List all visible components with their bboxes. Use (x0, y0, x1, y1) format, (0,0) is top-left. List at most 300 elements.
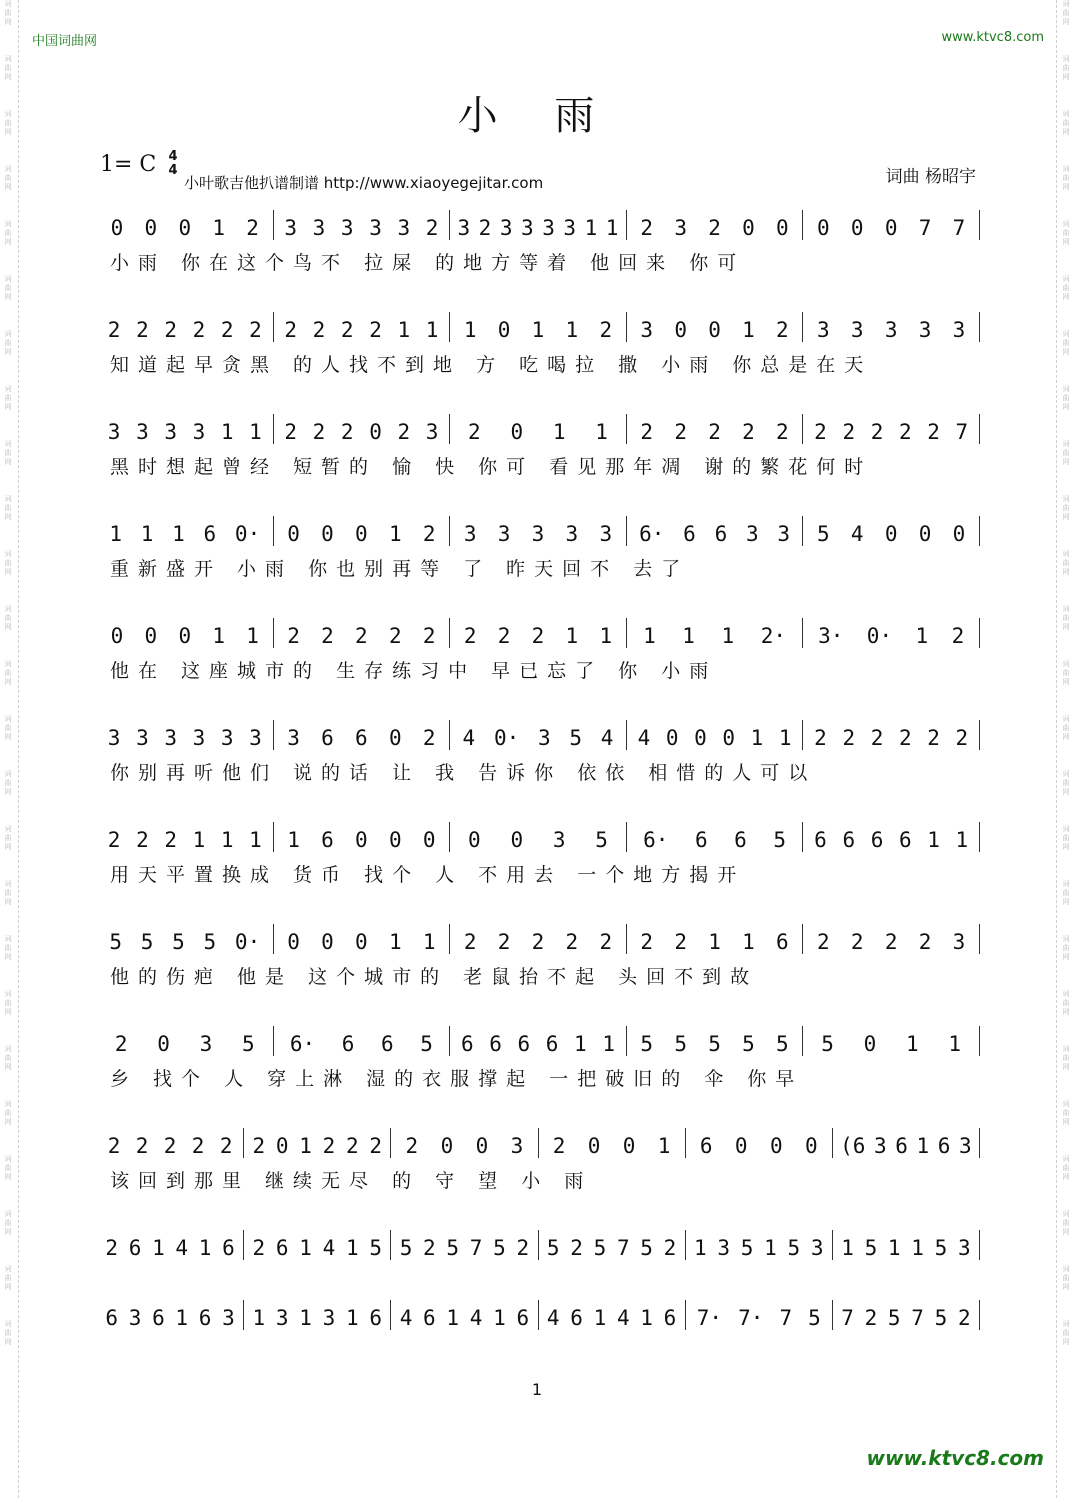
lyrics-line: 乡 找个 人 穿上淋 湿的衣服撑起 一把破旧的 伞 你早 (110, 1068, 804, 1090)
note: 1 (388, 930, 402, 954)
note: 3 (810, 1236, 824, 1260)
note: 4 (850, 522, 864, 546)
note: 3 (192, 726, 206, 750)
note: 3 (457, 216, 471, 240)
measure (686, 1128, 833, 1158)
note: 2 (105, 1236, 118, 1260)
note: 6 (895, 1134, 908, 1158)
note: 0· (866, 624, 893, 648)
measure (833, 1300, 980, 1330)
note: 2 (287, 624, 300, 648)
lyrics-line: 知道起早贪黑 的人找不到地 方 吃喝拉 撒 小雨 你总是在天 (110, 354, 873, 376)
note: 0 (178, 624, 192, 648)
note: 1 (172, 522, 185, 546)
note: 2 (107, 1134, 121, 1158)
note: 3 (128, 1306, 142, 1330)
note: 0 (110, 624, 124, 648)
note: 1 (906, 1032, 919, 1056)
note: 6 (516, 1306, 530, 1330)
note: 0 (321, 522, 334, 546)
note: 2 (463, 624, 477, 648)
note: 1 (605, 216, 619, 240)
note: 5 (934, 1236, 948, 1260)
measure (450, 924, 627, 954)
measure (627, 618, 804, 648)
note: 3 (563, 216, 577, 240)
note: 5 (740, 1236, 754, 1260)
note: 3 (136, 726, 149, 750)
note: 4 (399, 1306, 413, 1330)
notes-row (100, 210, 980, 240)
note: 6 (814, 828, 827, 852)
note: 0 (665, 726, 679, 750)
note: 0 (776, 216, 789, 240)
note: 1 (220, 420, 234, 444)
note: 5 (934, 1306, 948, 1330)
note: 6· (643, 828, 669, 852)
measure (100, 312, 274, 342)
note: 5 (817, 522, 830, 546)
note: 0 (804, 1134, 818, 1158)
measure (100, 822, 274, 852)
note: 5 (742, 1032, 755, 1056)
note: 1 (345, 1306, 359, 1330)
note: 2 (191, 1134, 205, 1158)
watermark-mark: 词 曲 网 (4, 1265, 12, 1291)
note: 3 (322, 1306, 336, 1330)
note: 1 (927, 828, 940, 852)
measure (627, 210, 804, 240)
measure (803, 618, 980, 648)
note: 2· (760, 624, 787, 648)
note: 2 (114, 1032, 128, 1056)
note: 1 (299, 1134, 312, 1158)
score-system (100, 210, 980, 275)
note: 2 (552, 1134, 566, 1158)
watermark-mark: 词 曲 网 (4, 1155, 12, 1181)
note: 3 (674, 216, 687, 240)
note: 3 (199, 1032, 213, 1056)
note: 1 (152, 1236, 165, 1260)
watermark-mark: 词 曲 网 (4, 440, 12, 466)
note: 3 (497, 522, 511, 546)
watermark-mark: 词 曲 网 (1062, 1320, 1070, 1346)
note: 0 (287, 522, 300, 546)
note: 2 (898, 420, 912, 444)
left-watermark-strip (0, 0, 16, 1498)
watermark-mark: 词 曲 网 (4, 825, 12, 851)
note: 2 (136, 828, 149, 852)
note: 7 (616, 1236, 630, 1260)
note: 0 (321, 930, 334, 954)
note: 3 (107, 726, 121, 750)
note: 3 (369, 216, 382, 240)
note: 2 (927, 420, 940, 444)
note: (6 (840, 1134, 866, 1158)
note: 2 (284, 420, 298, 444)
note: 2 (220, 318, 234, 342)
note: 2 (422, 624, 436, 648)
note: 2 (884, 930, 898, 954)
note: 5 (595, 828, 608, 852)
note: 2 (246, 216, 259, 240)
note: 2 (468, 420, 481, 444)
note: 3 (275, 1306, 289, 1330)
note: 3 (918, 318, 932, 342)
note: 3 (542, 216, 555, 240)
note: 6 (663, 1306, 677, 1330)
note: 1 (694, 1236, 707, 1260)
measure (627, 924, 804, 954)
measure (803, 720, 980, 750)
note: 3 (959, 1134, 972, 1158)
note: 1 (531, 318, 545, 342)
note: 1 (948, 1032, 962, 1056)
note: 7 (952, 216, 966, 240)
note: 3 (745, 522, 759, 546)
measure (450, 516, 627, 546)
note: 0 (388, 828, 402, 852)
note: 2 (164, 318, 177, 342)
note: 2 (599, 930, 613, 954)
note: 0 (144, 624, 158, 648)
notes-row (100, 1026, 980, 1056)
watermark-mark: 词 曲 网 (1062, 55, 1070, 81)
note: 1 (299, 1236, 312, 1260)
measure (391, 1128, 538, 1158)
note: 1 (198, 1236, 212, 1260)
measure (803, 822, 980, 852)
measure (274, 618, 451, 648)
note: 2 (284, 318, 298, 342)
footer-logo: www.ktvc8.com (866, 1446, 1044, 1470)
note: 2 (640, 216, 654, 240)
note: 3 (287, 726, 300, 750)
transcriber-credit: 小叶歌吉他扒谱制谱 http://www.xiaoyegejitar.com (184, 174, 544, 192)
watermark-mark: 词 曲 网 (4, 330, 12, 356)
note: 7 (918, 216, 932, 240)
watermark-mark: 词 曲 网 (1062, 1045, 1070, 1071)
note: 6 (355, 726, 368, 750)
measure (244, 1230, 391, 1260)
score-system (100, 822, 980, 887)
note: 7 (911, 1306, 924, 1330)
watermark-mark: 词 曲 网 (4, 880, 12, 906)
note: 4 (322, 1236, 336, 1260)
notes-row (100, 1128, 980, 1158)
note: 3 (107, 420, 121, 444)
note: 6 (937, 1134, 951, 1158)
time-signature-bottom: 4 (168, 163, 178, 178)
note: 7 (841, 1306, 854, 1330)
watermark-mark: 词 曲 网 (1062, 715, 1070, 741)
score-system (100, 618, 980, 683)
note: 2 (340, 420, 354, 444)
measure (803, 312, 980, 342)
note: 1 (463, 318, 477, 342)
note: 1 (742, 930, 755, 954)
note: 2 (369, 1134, 382, 1158)
watermark-mark: 词 曲 网 (1062, 605, 1070, 631)
note: 0 (622, 1134, 636, 1158)
watermark-mark: 词 曲 网 (1062, 220, 1070, 246)
measure (627, 414, 804, 444)
note: 0 (440, 1134, 454, 1158)
watermark-mark: 词 曲 网 (4, 770, 12, 796)
watermark-mark: 词 曲 网 (1062, 275, 1070, 301)
note: 2 (708, 216, 721, 240)
note: 6 (699, 1134, 713, 1158)
note: 0 (722, 726, 736, 750)
watermark-mark: 词 曲 网 (4, 660, 12, 686)
watermark-mark: 词 曲 网 (4, 220, 12, 246)
note: 2 (742, 420, 755, 444)
measure (450, 312, 627, 342)
note: 6 (545, 1032, 559, 1056)
note: 2 (136, 318, 149, 342)
watermark-mark: 词 曲 网 (1062, 495, 1070, 521)
measure (539, 1128, 686, 1158)
note: 5 (864, 1236, 878, 1260)
note: 4 (469, 1306, 483, 1330)
note: 5 (399, 1236, 413, 1260)
note: 4 (462, 726, 476, 750)
watermark-mark: 词 曲 网 (4, 1210, 12, 1236)
measure (100, 210, 274, 240)
watermark-mark: 词 曲 网 (1062, 935, 1070, 961)
watermark-mark: 词 曲 网 (1062, 825, 1070, 851)
note: 3 (777, 522, 790, 546)
note: 1 (640, 1306, 653, 1330)
note: 6 (489, 1032, 502, 1056)
measure (803, 1026, 980, 1056)
measure (244, 1300, 391, 1330)
note: 2 (663, 1236, 677, 1260)
measure (450, 822, 627, 852)
note: 2 (312, 420, 326, 444)
measure (100, 720, 274, 750)
note: 6 (321, 828, 334, 852)
notes-row (100, 924, 980, 954)
note: 0 (850, 216, 864, 240)
note: 5 (140, 930, 154, 954)
note: 2 (321, 624, 334, 648)
score-system (100, 1300, 980, 1330)
note: 1 (252, 1306, 266, 1330)
note: 0 (355, 930, 368, 954)
note: 2 (249, 318, 262, 342)
measure (274, 924, 451, 954)
note: 0 (144, 216, 158, 240)
note: 1 (887, 1236, 901, 1260)
note: 2 (322, 1134, 336, 1158)
note: 2 (958, 1306, 971, 1330)
note: 1 (140, 522, 154, 546)
note: 2 (422, 522, 436, 546)
measure (274, 210, 451, 240)
left-dashed-border (18, 0, 19, 1498)
notes-row (100, 720, 980, 750)
note: 3 (952, 930, 966, 954)
note: 2 (252, 1236, 266, 1260)
note: 5 (821, 1032, 834, 1056)
note: 5 (887, 1306, 901, 1330)
note: 1 (192, 828, 206, 852)
note: 0 (369, 420, 382, 444)
measure (627, 312, 804, 342)
measure (627, 516, 804, 546)
notes-row (100, 312, 980, 342)
note: 4 (616, 1306, 630, 1330)
note: 1 (657, 1134, 671, 1158)
note: 2 (312, 318, 326, 342)
note: 1 (299, 1306, 312, 1330)
note: 0 (742, 216, 755, 240)
note: 1 (345, 1236, 359, 1260)
measure (450, 720, 627, 750)
measure (100, 1300, 244, 1330)
lyrics-line: 他的伤疤 他是 这个城市的 老鼠抬不起 头回不到故 (110, 966, 759, 988)
note: 5 (640, 1032, 654, 1056)
measure (450, 210, 627, 240)
measure (803, 210, 980, 240)
watermark-mark: 词 曲 网 (4, 605, 12, 631)
note: 2 (516, 1236, 530, 1260)
note: 2 (531, 930, 545, 954)
site-url-right: www.ktvc8.com (941, 30, 1044, 45)
measure (539, 1230, 686, 1260)
note: 2 (478, 216, 492, 240)
note: 1 (249, 420, 262, 444)
score-system (100, 516, 980, 581)
note: 2 (425, 216, 439, 240)
note: 2 (135, 1134, 149, 1158)
note: 2 (355, 624, 368, 648)
watermark-mark: 词 曲 网 (4, 165, 12, 191)
note: 0 (475, 1134, 489, 1158)
note: 0 (422, 828, 436, 852)
key-signature: 1= C (100, 152, 157, 177)
watermark-mark: 词 曲 网 (1062, 330, 1070, 356)
note: 5 (776, 1032, 789, 1056)
note: 5 (593, 1236, 607, 1260)
note: 3· (818, 624, 844, 648)
note: 6· (639, 522, 665, 546)
note: 6 (460, 1032, 474, 1056)
note: 1 (220, 828, 234, 852)
note: 5 (674, 1032, 687, 1056)
right-dashed-border (1056, 0, 1057, 1498)
song-title: 小 雨 (457, 93, 617, 139)
note: 1 (246, 624, 259, 648)
note: 3 (284, 216, 298, 240)
score-system (100, 1128, 980, 1193)
note: 1 (595, 420, 608, 444)
note: 1 (552, 420, 566, 444)
watermark-mark: 词 曲 网 (1062, 660, 1070, 686)
note: 1 (593, 1306, 607, 1330)
note: 5 (808, 1306, 821, 1330)
watermark-mark: 词 曲 网 (4, 0, 12, 26)
note: 3 (552, 828, 566, 852)
watermark-mark: 词 曲 网 (1062, 440, 1070, 466)
measure (274, 822, 451, 852)
note: 2 (864, 1306, 878, 1330)
note: 2 (570, 1236, 583, 1260)
note: 4 (546, 1306, 560, 1330)
note: 0 (952, 522, 966, 546)
note: 7· (738, 1306, 764, 1330)
measure (100, 516, 274, 546)
note: 2 (640, 420, 654, 444)
note: 6 (105, 1306, 118, 1330)
note: 2 (252, 1134, 266, 1158)
note: 2 (927, 726, 940, 750)
note: 6 (570, 1306, 583, 1330)
watermark-mark: 词 曲 网 (1062, 770, 1070, 796)
note: 2 (951, 624, 965, 648)
note: 6 (152, 1306, 165, 1330)
note: 3 (521, 216, 534, 240)
note: 1 (109, 522, 123, 546)
note: 0 (355, 522, 368, 546)
score-system (100, 312, 980, 377)
note: 6 (423, 1306, 436, 1330)
note: 0· (493, 726, 520, 750)
note: 0 (734, 1134, 748, 1158)
note: 5 (493, 1236, 506, 1260)
notes-row (100, 1230, 980, 1260)
note: 5 (640, 1236, 653, 1260)
measure (450, 1026, 627, 1056)
note: 5 (109, 930, 123, 954)
lyrics-line: 用天平置换成 货币 找个 人 不用去 一个地方揭开 (110, 864, 746, 886)
lyrics-line: 他在 这座城市的 生存练习中 早已忘了 你 小雨 (110, 660, 718, 682)
note: 0 (587, 1134, 601, 1158)
note: 2 (107, 318, 121, 342)
watermark-mark: 词 曲 网 (4, 1045, 12, 1071)
note: 1 (911, 1236, 924, 1260)
composer-credit: 词曲 杨昭宇 (885, 167, 976, 187)
note: 1 (955, 828, 969, 852)
measure (803, 924, 980, 954)
note: 1 (249, 828, 262, 852)
note: 1 (212, 216, 225, 240)
note: 3 (952, 318, 966, 342)
note: 3 (463, 522, 477, 546)
note: 2 (192, 318, 206, 342)
note: 2 (463, 930, 477, 954)
note: 6 (128, 1236, 142, 1260)
note: 6 (898, 828, 912, 852)
note: 0 (275, 1134, 289, 1158)
note: 3 (850, 318, 864, 342)
note: 0 (110, 216, 124, 240)
note: 3 (884, 318, 898, 342)
note: 6 (321, 726, 334, 750)
note: 2 (870, 420, 884, 444)
watermark-mark: 词 曲 网 (1062, 385, 1070, 411)
note: 2 (599, 318, 613, 342)
note: 2 (870, 726, 884, 750)
note: 6 (341, 1032, 355, 1056)
lyrics-line: 小雨 你在这个鸟不 拉屎 的地方等着 他回来 你可 (110, 252, 746, 274)
note: 7 (779, 1306, 793, 1330)
note: 3 (164, 726, 177, 750)
note: 2 (814, 726, 827, 750)
note: 0 (817, 216, 830, 240)
watermark-mark: 词 曲 网 (1062, 110, 1070, 136)
